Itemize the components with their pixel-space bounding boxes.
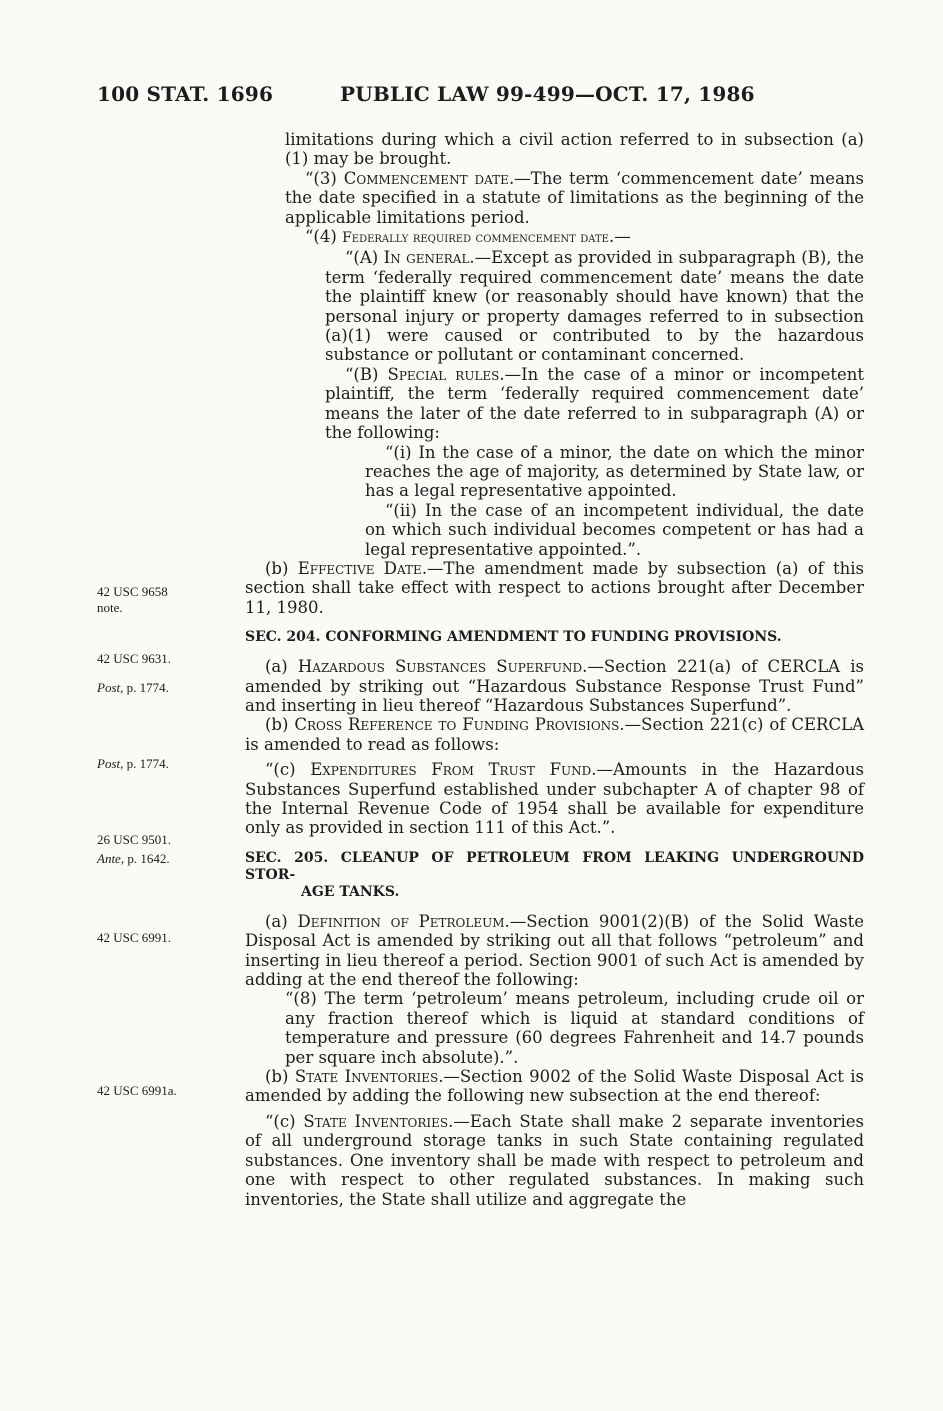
paragraph-petroleum-definition: “(8) The term ‘petroleum’ means petroleum, including crude oil or any fraction thereof which is liquid at standard conditions of temperature and pressure (60 degrees Fahrenheit and 14.7 pounds per square inch absolute).”. [285,989,864,1067]
paragraph-in-general [245,248,864,364]
paragraph-commencement-date [245,169,864,227]
paragraph-special-rules [245,365,864,443]
body-text [245,130,864,1209]
paragraph-heading: Expenditures From Trust Fund [310,760,592,780]
margin-note-usc-9658 [97,584,227,616]
paragraph-text: .—The amendment made by subsection (a) of this section shall take effect with respect to actions brought after December 11, 1980. [245,558,865,617]
margin-note-usc-6991: 42 USC 6991. [97,930,172,945]
paragraph-text: .—Section 9002 of the Solid Waste Disposal Act is amended by adding the following new subsection at the end thereof: [245,1067,864,1106]
paragraph-number: (b) [265,715,295,735]
paragraph-heading: Effective Date [297,558,422,578]
paragraph-heading: Hazardous Substances Superfund [297,657,583,677]
paragraph-number: “(c) [265,760,311,780]
paragraph-incompetent: “(ii) In the case of an incompetent individual, the date on which such individual becomes competent or has had a legal representative appointed.”. [365,500,864,559]
paragraph-number: “(3) [305,168,344,188]
statute-page-reference: 100 STAT. 1696 [97,82,274,106]
paragraph-heading: State Inventories [303,1111,449,1131]
margin-note-post-1774-a [97,680,227,696]
law-title: PUBLIC LAW 99-499—OCT. 17, 1986 [340,82,755,106]
section-heading-text: SEC. 204. CONFORMING AMENDMENT TO FUNDING PROVISIONS. [245,629,782,646]
paragraph-expenditures [245,760,864,838]
paragraph-number: (b) [265,558,298,578]
paragraph-heading: Commencement date [343,168,509,188]
paragraph-state-inventories [245,1067,864,1106]
paragraph-heading: Special rules [387,364,500,384]
paragraph-text: .—The term ‘commencement date’ means the date specified in a statute of limitations as the beginning of the applicable limitations period. [285,168,864,227]
section-205-heading [245,850,864,901]
section-204-heading [245,629,864,646]
paragraph-number: (a) [265,657,298,677]
paragraph-text: .—Amounts in the Hazardous Substances Superfund established under subchapter A of chapter 98 of the Internal Revenue Code of 1954 shall be available for expenditure only as provided in section 111 of this Act.”. [245,760,865,838]
section-heading-text: SEC. 205. CLEANUP OF PETROLEUM FROM LEAKING UNDERGROUND STOR- [245,849,864,883]
paragraph-text: .—Except as provided in subparagraph (B), the term ‘federally required commencement date’ means the date the plaintiff knew (or reasonably should have known) that the personal injury or property damages referred to in subsection (a)(1) were caused or contributed to by the hazardous substance or pollutant or contaminant concerned. [325,248,864,365]
margin-note-rest: p. 1642. [124,851,170,866]
paragraph-heading: Definition of Petroleum [297,911,505,931]
paragraph-number: “(B) [345,364,388,384]
page-header [0,82,943,112]
paragraph-text: .—Each State shall make 2 separate inventories of all underground storage tanks in such State containing regulated substances. One inventory shall be made with respect to petroleum and one with respect to other regulated substances. In making such inventories, the State shall utilize and aggregate the [245,1111,864,1209]
paragraph-text: .—Section 9001(2)(B) of the Solid Waste Disposal Act is amended by striking out all that follows “petroleum” and inserting in lieu thereof a period. Section 9001 of such Act is amended by adding at the end thereof the following: [245,911,864,990]
paragraph-hazardous-substances [245,657,864,715]
paragraph-cross-reference [245,715,864,754]
margin-note-line: note. [97,600,123,615]
paragraph-heading: Federally required commencement date [342,230,609,247]
paragraph-text: .—Section 221(a) of CERCLA is amended by striking out “Hazardous Substance Response Trust Fund” and inserting in lieu thereof “Hazardous Substances Superfund”. [245,657,864,715]
paragraph-text: .— [608,227,631,247]
margin-note-rest: p. 1774. [123,680,169,695]
margin-note-italic: Ante, [97,851,125,866]
margin-note-line: 42 USC 9658 [97,584,168,599]
paragraph-heading: State Inventories [294,1067,439,1087]
paragraph-definition-petroleum [245,912,864,990]
margin-note-usc-6991a: 42 USC 6991a. [97,1083,177,1098]
paragraph-text: .—In the case of a minor or incompetent plaintiff, the term ‘federally required commencement date’ means the later of the date referred to in subparagraph (A) or the following: [325,364,865,443]
margin-note-italic: Post, [97,756,124,771]
paragraph-minor: “(i) In the case of a minor, the date on which the minor reaches the age of majority, as determined by State law, or has a legal representative appointed. [365,442,864,501]
margin-note-post-1774-b [97,756,227,772]
margin-note-ante-1642 [97,851,227,867]
paragraph-text: .—Section 221(c) of CERCLA is amended to read as follows: [245,715,864,754]
paragraph-heading: Cross Reference to Funding Provisions [294,715,620,735]
margin-note-rest: p. 1774. [123,756,169,771]
paragraph: limitations during which a civil action referred to in subsection (a)(1) may be brought. [285,130,864,169]
paragraph-effective-date [245,559,864,617]
paragraph-number: “(c) [265,1111,304,1131]
paragraph-number: (a) [265,911,298,931]
margin-note-italic: Post, [97,680,124,695]
paragraph-federally-required [245,227,864,248]
paragraph-number: “(A) [345,248,384,268]
paragraph-number: (b) [265,1067,295,1087]
paragraph-state-inventories-subsection [245,1112,864,1209]
margin-note-usc-9631: 42 USC 9631. [97,651,172,666]
margin-note-usc-9501: 26 USC 9501. [97,832,172,847]
paragraph-number: “(4) [305,227,343,247]
section-heading-continuation: AGE TANKS. [301,883,400,900]
paragraph-heading: In general [383,248,470,268]
